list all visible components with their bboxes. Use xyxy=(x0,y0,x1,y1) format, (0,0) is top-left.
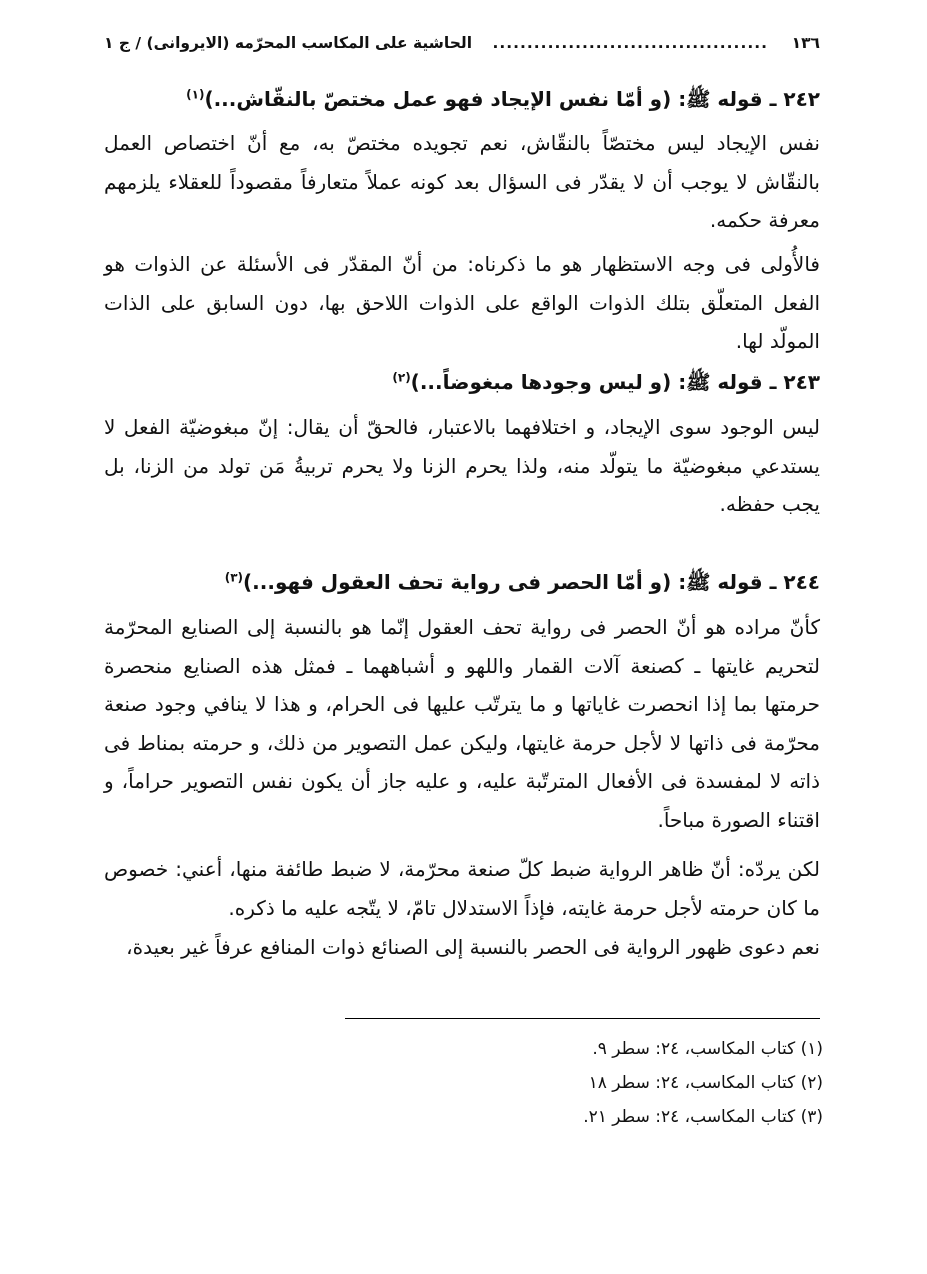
footnote-ref: (٢) xyxy=(392,370,411,385)
footnote-item: (٢) كتاب المكاسب، ٢٤: سطر ١٨ xyxy=(588,1073,823,1093)
footnote-ref: (١) xyxy=(186,87,205,102)
footnote-divider xyxy=(345,1018,820,1019)
section-heading-243 xyxy=(392,370,820,399)
heading-text: ٢٤٢ ـ قوله ﷺ: (و أمّا نفس الإيجاد فهو عمل مختصّ بالنقّاش...) xyxy=(204,87,820,111)
footnote-item: (١) كتاب المكاسب، ٢٤: سطر ٩. xyxy=(592,1039,823,1059)
footnotes xyxy=(423,1032,823,1134)
paragraph: ليس الوجود سوى الإيجاد، و اختلافهما بالاعتبار، فالحقّ أن يقال: إنّ مبغوضيّة الفعل لا يستدعي مبغوضيّة ما يتولّد منه، ولذا يحرم الزنا ولا يحرم تربيةُ مَن تولد من الزنا، بل يجب حفظه. xyxy=(104,415,820,516)
leader-dots: ........................................ xyxy=(492,34,768,52)
footnote-ref: (٣) xyxy=(224,570,244,585)
page-number: ١٣٦ xyxy=(791,34,820,52)
paragraph: لكن يردّه: أنّ ظاهر الرواية ضبط كلّ صنعة محرّمة، لا ضبط طائفة منها، أعني: خصوص ما كان حرمته لأجل حرمة غايته، فإذاً الاستدلال تامّ، لا يتّجه عليه ما ذكره. xyxy=(104,857,820,920)
book-title: الحاشية على المكاسب المحرّمه (الايروانى) / ج ١ xyxy=(104,34,473,52)
heading-text: ٢٤٤ ـ قوله ﷺ: (و أمّا الحصر فى رواية تحف العقول فهو...) xyxy=(243,570,820,594)
section-heading-242 xyxy=(186,87,820,116)
section-heading-244 xyxy=(225,570,820,599)
running-head xyxy=(104,34,820,60)
footnote-item: (٣) كتاب المكاسب، ٢٤: سطر ٢١. xyxy=(583,1107,823,1127)
paragraph: نفس الإيجاد ليس مختصّاً بالنقّاش، نعم تجويده مختصّ به، مع أنّ اختصاص العمل بالنقّاش لا يوجب أن لا يقدّر فى السؤال بعد كونه عملاً متعارفاً مقصوداً للعقلاء يلزمهم معرفة حكمه. xyxy=(104,131,820,232)
paragraph: كأنّ مراده هو أنّ الحصر فى رواية تحف العقول إنّما هو بالنسبة إلى الصنايع المحرّمة لتحريم غايتها ـ كصنعة آلات القمار واللهو و أشباههما ـ فمثل هذه الصنايع منحصرة حرمتها بما إذا انحصرت غاياتها و ما يترتّب عليها فى الحرام، و هذا لا ينافي وجود صنعة محرّمة فى ذاتها لا لأجل حرمة غايتها، وليكن عمل التصوير من ذلك، و حرمته بمناط فى ذاته لا لمفسدة فى الأفعال المترتّبة عليه، و عليه جاز أن يكون نفس التصوير حراماً، و اقتناء الصورة مباحاً. xyxy=(104,615,820,832)
heading-text: ٢٤٣ ـ قوله ﷺ: (و ليس وجودها مبغوضاً...) xyxy=(410,370,820,394)
paragraph: فالأُولى فى وجه الاستظهار هو ما ذكرناه: من أنّ المقدّر فى الأسئلة عن الذوات هو الفعل المتعلّق بتلك الذوات الواقع على الذوات اللاحق بها، دون السابق على الذات المولّد لها. xyxy=(104,252,820,353)
paragraph: نعم دعوى ظهور الرواية فى الحصر بالنسبة إلى الصنائع ذوات المنافع عرفاً غير بعيدة، xyxy=(126,935,820,959)
